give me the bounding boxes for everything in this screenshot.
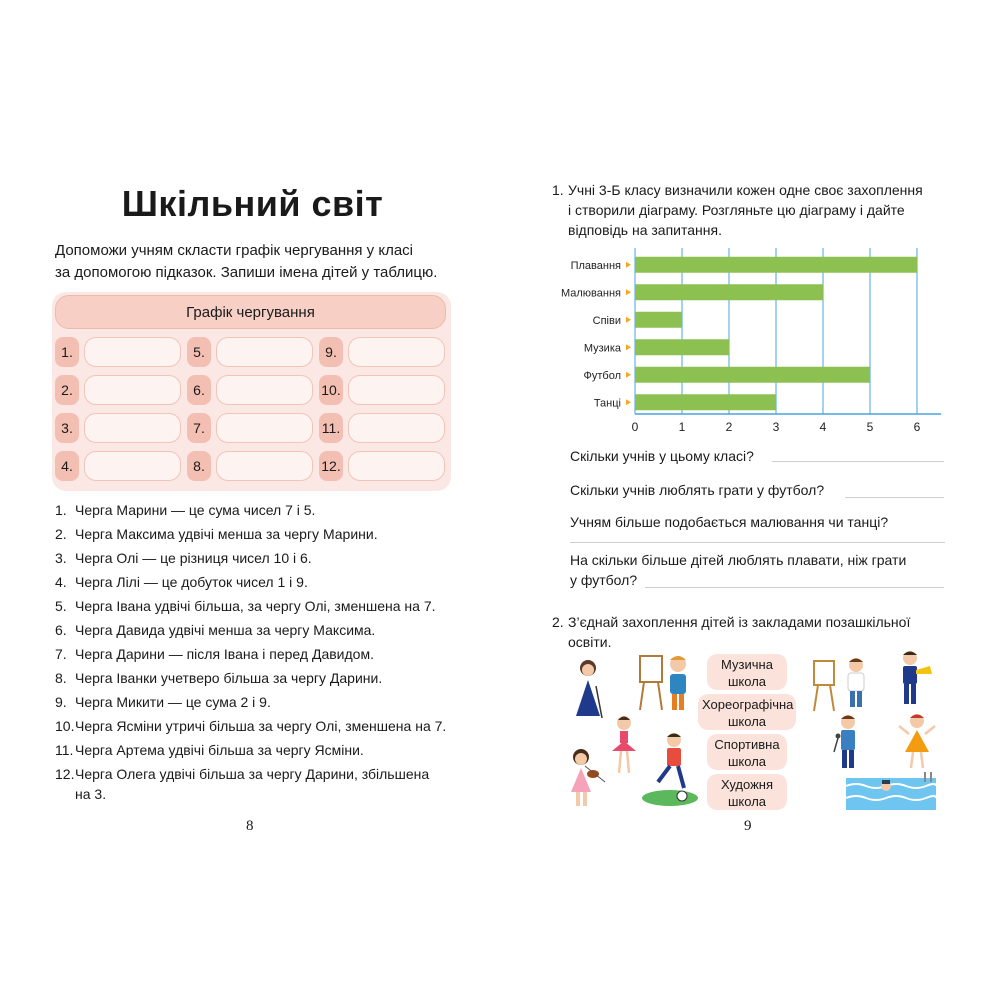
task-2	[552, 612, 947, 652]
clue-text: Черга Ясміни утричі більша за чергу Олі, зменшена на 7.	[75, 718, 447, 734]
clue-item	[55, 716, 455, 736]
slot-number: 2.	[55, 375, 79, 405]
question-text: На скільки більше дітей люблять плавати, ніж грати	[570, 552, 907, 568]
intro-text	[55, 240, 450, 284]
clue-item	[55, 740, 455, 760]
slot-number: 10.	[319, 375, 343, 405]
slot-name-field[interactable]	[348, 413, 445, 443]
clue-number: 3.	[55, 550, 67, 566]
clue-text: Черга Давида удвічі менша за чергу Максима.	[75, 622, 376, 638]
clue-list	[55, 500, 455, 808]
duty-schedule-table	[52, 292, 451, 491]
category-label: Плавання	[570, 259, 621, 272]
clue-item	[55, 572, 455, 592]
x-tick-label: 3	[772, 420, 780, 434]
answer-line[interactable]	[845, 497, 944, 498]
duty-schedule-title: Графік чергування	[55, 295, 446, 329]
question-text: Скільки учнів у цьому класі?	[570, 448, 754, 464]
dancer-girl-illustration	[604, 715, 644, 777]
slot-name-field[interactable]	[348, 375, 445, 405]
category-marker	[626, 372, 631, 378]
swimming-pool-illustration	[846, 772, 936, 810]
task-line: і створили діаграму. Розгляньте цю діаграму і дайте	[568, 202, 905, 218]
clue-number: 8.	[55, 670, 67, 686]
category-marker	[626, 317, 631, 323]
clue-text: на 3.	[75, 786, 107, 802]
bar	[635, 394, 776, 410]
slot-number: 8.	[187, 451, 211, 481]
slot-name-field[interactable]	[216, 413, 313, 443]
football-boy-illustration	[640, 730, 700, 808]
x-tick-label: 4	[819, 420, 827, 434]
category-label: Танці	[593, 397, 621, 410]
sports-school-tag[interactable]: Спортивна школа	[707, 734, 787, 770]
page-number: 8	[246, 818, 254, 834]
clue-item	[55, 500, 455, 520]
clue-text: Черга Микити — це сума 2 і 9.	[75, 694, 271, 710]
slot-name-field[interactable]	[216, 337, 313, 367]
clue-number: 10.	[55, 718, 75, 734]
task-line: відповідь на запитання.	[568, 222, 722, 238]
clue-text: Черга Івана удвічі більша, за чергу Олі, зменшена на 7.	[75, 598, 436, 614]
bar	[635, 367, 870, 383]
artist-boy-illustration	[810, 655, 872, 715]
question-text: Скільки учнів люблять грати у футбол?	[570, 482, 825, 498]
question-text: у футбол?	[570, 572, 638, 588]
slot-name-field[interactable]	[84, 413, 181, 443]
question-1	[570, 446, 945, 466]
intro-line: Допоможи учням скласти графік чергування у класі	[55, 242, 414, 259]
task-text	[552, 612, 947, 652]
category-label: Футбол	[583, 369, 621, 382]
clue-number: 4.	[55, 574, 67, 590]
clue-text: Черга Максима удвічі менша за чергу Марини.	[75, 526, 378, 542]
bar	[635, 284, 823, 300]
clue-item	[55, 764, 455, 804]
bar	[635, 257, 917, 273]
answer-line[interactable]	[645, 587, 944, 588]
task-number: 1.	[552, 182, 564, 198]
x-tick-label: 0	[631, 420, 639, 434]
category-label: Музика	[583, 342, 621, 355]
slot-number: 9.	[319, 337, 343, 367]
clue-number: 5.	[55, 598, 67, 614]
clue-item	[55, 524, 455, 544]
slot-name-field[interactable]	[84, 451, 181, 481]
slot-name-field[interactable]	[348, 451, 445, 481]
clue-item	[55, 668, 455, 688]
clue-text: Черга Марини — це сума чисел 7 і 5.	[75, 502, 316, 518]
clue-number: 12.	[55, 766, 75, 782]
slot-number: 12.	[319, 451, 343, 481]
task-text	[552, 180, 947, 240]
slot-name-field[interactable]	[84, 375, 181, 405]
choreography-school-tag[interactable]: Хореографічна школа	[698, 694, 796, 730]
trumpet-boy-illustration	[892, 648, 936, 710]
category-label: Малювання	[560, 287, 621, 300]
slot-name-field[interactable]	[348, 337, 445, 367]
clue-item	[55, 644, 455, 664]
clue-item	[55, 548, 455, 568]
intro-line: за допомогою підказок. Запиши імена дітей у таблицю.	[55, 264, 438, 281]
singer-boy-illustration	[828, 712, 868, 774]
slot-number: 4.	[55, 451, 79, 481]
slot-number: 11.	[319, 413, 343, 443]
painting-boy-illustration	[634, 650, 694, 716]
task-line: освіти.	[568, 634, 612, 650]
clue-text: Черга Дарини — після Івана і перед Давидом.	[75, 646, 374, 662]
category-label: Співи	[592, 314, 621, 327]
bar	[635, 339, 729, 355]
violinist-girl-illustration	[563, 748, 607, 810]
hobbies-bar-chart	[552, 244, 947, 436]
task-1	[552, 180, 947, 240]
clue-item	[55, 692, 455, 712]
slot-number: 3.	[55, 413, 79, 443]
answer-line[interactable]	[772, 461, 944, 462]
slot-number: 5.	[187, 337, 211, 367]
music-school-tag[interactable]: Музична школа	[707, 654, 787, 690]
slot-name-field[interactable]	[216, 375, 313, 405]
question-text: Учням більше подобається малювання чи танці?	[570, 514, 889, 530]
clue-number: 11.	[55, 742, 74, 758]
answer-line[interactable]	[570, 542, 945, 543]
task-line: Учні 3-Б класу визначили кожен одне своє захоплення	[568, 182, 923, 198]
slot-number: 6.	[187, 375, 211, 405]
page-number: 9	[744, 818, 752, 834]
task-number: 2.	[552, 614, 564, 630]
clue-number: 6.	[55, 622, 67, 638]
clue-number: 1.	[55, 502, 67, 518]
x-tick-label: 2	[725, 420, 733, 434]
page-title: Шкільний світ	[121, 183, 384, 224]
clue-text: Черга Лілі — це добуток чисел 1 і 9.	[75, 574, 308, 590]
slot-name-field[interactable]	[216, 451, 313, 481]
slot-number: 1.	[55, 337, 79, 367]
x-tick-label: 5	[866, 420, 874, 434]
question-3	[570, 512, 945, 532]
question-4	[570, 550, 945, 590]
x-tick-label: 6	[913, 420, 921, 434]
bar	[635, 312, 682, 328]
category-marker	[626, 289, 631, 295]
clue-item	[55, 620, 455, 640]
category-marker	[626, 399, 631, 405]
slot-name-field[interactable]	[84, 337, 181, 367]
clue-text: Черга Олега удвічі більша за чергу Дарини, збільшена	[75, 766, 430, 782]
task-line: З’єднай захоплення дітей із закладами позашкільної	[568, 614, 911, 630]
clue-number: 9.	[55, 694, 67, 710]
clue-item	[55, 596, 455, 616]
category-marker	[626, 262, 631, 268]
x-tick-label: 1	[678, 420, 686, 434]
slot-number: 7.	[187, 413, 211, 443]
dancing-girl-illustration	[895, 712, 939, 772]
art-school-tag[interactable]: Художня школа	[707, 774, 787, 810]
clue-text: Черга Артема удвічі більша за чергу Ясміни.	[75, 742, 364, 758]
clue-text: Черга Іванки учетверо більша за чергу Дарини.	[75, 670, 383, 686]
clue-text: Черга Олі — це різниця чисел 10 і 6.	[75, 550, 312, 566]
clue-number: 7.	[55, 646, 67, 662]
category-marker	[626, 344, 631, 350]
clue-number: 2.	[55, 526, 67, 542]
